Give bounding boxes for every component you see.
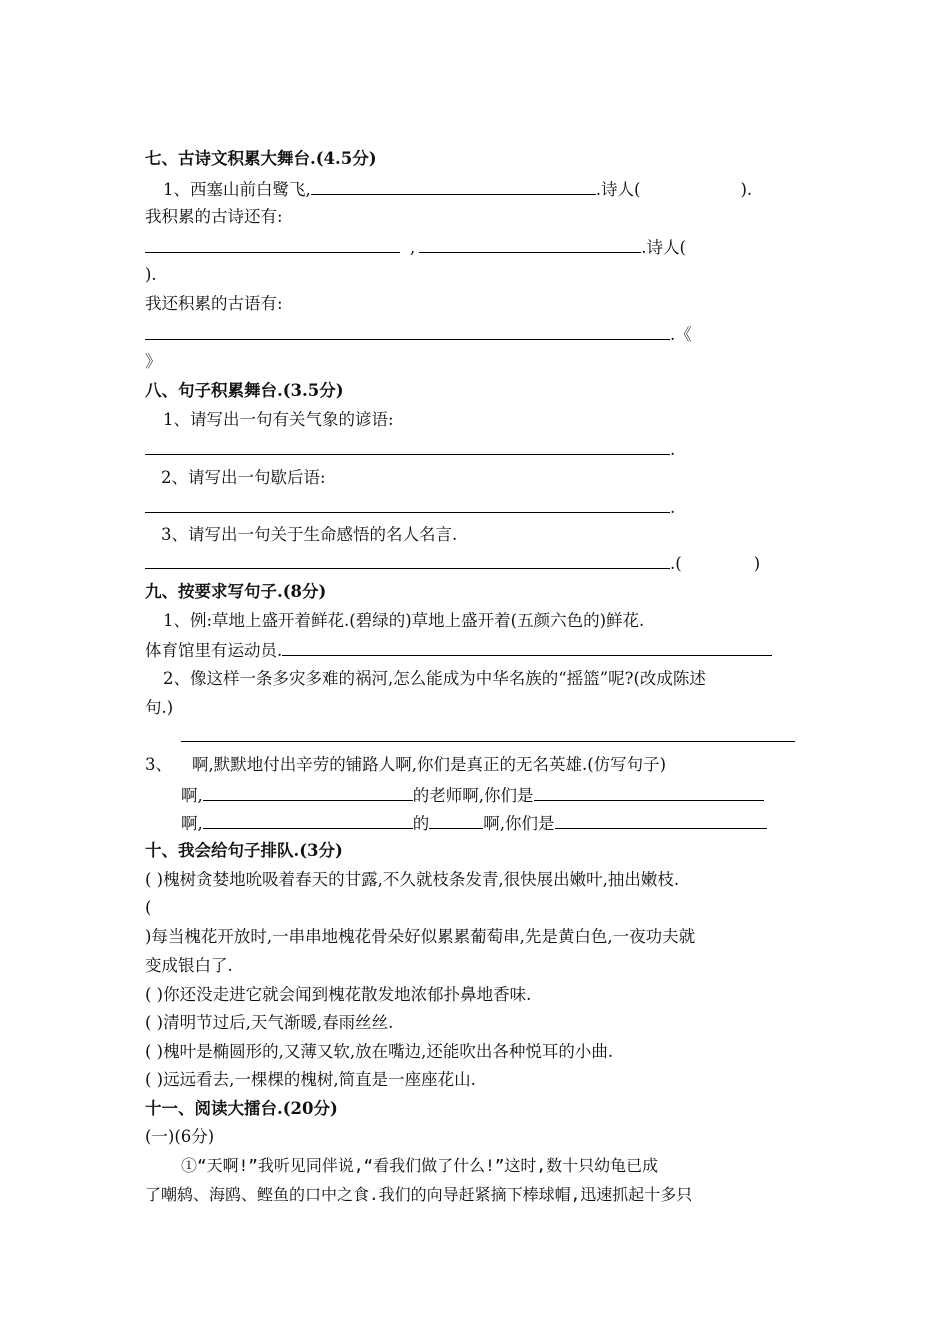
answer-blank[interactable]: [203, 812, 413, 829]
sec7-q1-poet-label: .诗人(: [595, 180, 641, 199]
paren-open: .(: [670, 554, 682, 573]
reading-paragraph-line: 了嘲鸫、海鸥、鲣鱼的口中之食.我们的向导赶紧摘下棒球帽,迅速抓起十多只: [145, 1185, 693, 1204]
sec9-q3-a: [181, 784, 764, 807]
reading-paragraph-line: ①“天啊!”我听见同伴说,“看我们做了什么!”这时,数十只幼龟已成: [181, 1156, 659, 1175]
comma: ,: [410, 238, 416, 257]
sec7-accum-line: [145, 236, 686, 259]
section-11-title: 十一、阅读大擂台.(20分): [145, 1099, 338, 1118]
section-9-title: 九、按要求写句子.(8分): [145, 582, 327, 601]
answer-blank[interactable]: [534, 784, 764, 801]
sec8-q2-line: [145, 496, 675, 519]
sec8-q1: 1、请写出一句有关气象的谚语:: [163, 410, 394, 429]
book-open: .《: [670, 325, 692, 344]
sort-item-cont: 变成银白了.: [145, 956, 233, 975]
sec9-q2-line2: 句.): [145, 698, 174, 717]
sec8-q3: 3、请写出一句关于生命感悟的名人名言.: [161, 525, 458, 544]
sec7-book-close: 》: [145, 352, 162, 371]
answer-blank[interactable]: [181, 741, 795, 742]
sec9-q3-num: 3、: [145, 755, 172, 774]
answer-blank[interactable]: [145, 552, 670, 569]
ah-label: 啊,: [181, 786, 203, 805]
sec8-q1-line: [145, 438, 675, 461]
sec7-q1: [163, 178, 752, 201]
sort-item-paren: (: [145, 898, 152, 917]
sec9-q1: 1、例:草地上盛开着鲜花.(碧绿的)草地上盛开着(五颜六色的)鲜花.: [163, 611, 645, 630]
paren-close: ): [753, 554, 761, 573]
period: .: [670, 498, 676, 517]
answer-blank[interactable]: [555, 812, 767, 829]
ah-you-label: 啊,你们是: [483, 814, 555, 833]
section-7-title: 七、古诗文积累大舞台.(4.5分): [145, 149, 377, 168]
sec9-q3-b: [181, 812, 767, 835]
sec7-q1-text: 1、西塞山前白鹭飞,: [163, 180, 311, 199]
answer-blank[interactable]: [282, 639, 772, 656]
sec8-q3-line: [145, 552, 760, 575]
answer-blank[interactable]: [419, 236, 641, 253]
sec11-sub: (一)(6分): [145, 1127, 215, 1146]
section-10-title: 十、我会给句子排队.(3分): [145, 841, 343, 860]
sec8-q2: 2、请写出一句歇后语:: [161, 468, 326, 487]
answer-blank[interactable]: [429, 812, 483, 829]
sort-item: ( )清明节过后,天气渐暖,春雨丝丝.: [145, 1013, 394, 1032]
sec7-poet-close: ).: [145, 265, 157, 284]
section-8-title: 八、句子积累舞台.(3.5分): [145, 381, 344, 400]
sec9-q2-line1: 2、像这样一条多灾多难的祸河,怎么能成为中华名族的“摇篮”呢?(改成陈述: [163, 669, 706, 688]
sec7-accum-label: 我积累的古诗还有:: [145, 207, 283, 226]
period: .: [670, 440, 676, 459]
de-label: 的: [412, 814, 430, 833]
ah-label: 啊,: [181, 814, 203, 833]
sort-item: )每当槐花开放时,一串串地槐花骨朵好似累累葡萄串,先是黄白色,一夜功夫就: [145, 927, 696, 946]
sec9-q3: [145, 754, 666, 776]
sec7-poet-label: .诗人(: [641, 238, 686, 257]
sec9-q1-task: [145, 639, 772, 662]
answer-blank[interactable]: [145, 496, 670, 513]
answer-blank[interactable]: [145, 438, 670, 455]
teacher-label: 的老师啊,你们是: [412, 786, 534, 805]
sec9-q1-task-text: 体育馆里有运动员.: [145, 641, 283, 660]
answer-blank[interactable]: [145, 323, 670, 340]
sec7-accum2-label: 我还积累的古语有:: [145, 294, 283, 313]
sec7-q1-poet-close: ).: [740, 180, 753, 199]
sort-item: ( )远远看去,一棵棵的槐树,简直是一座座花山.: [145, 1070, 476, 1089]
sec7-accum2-line: [145, 323, 692, 346]
answer-blank[interactable]: [145, 236, 400, 253]
sort-item: ( )你还没走进它就会闻到槐花散发地浓郁扑鼻地香味.: [145, 985, 532, 1004]
answer-blank[interactable]: [311, 178, 596, 195]
answer-blank[interactable]: [203, 784, 413, 801]
sec9-q3-text: 啊,默默地付出辛劳的铺路人啊,你们是真正的无名英雄.(仿写句子): [192, 755, 667, 774]
sort-item: ( )槐叶是椭圆形的,又薄又软,放在嘴边,还能吹出各种悦耳的小曲.: [145, 1042, 614, 1061]
sort-item: ( )槐树贪婪地吮吸着春天的甘露,不久就枝条发青,很快展出嫩叶,抽出嫩枝.: [145, 870, 680, 889]
